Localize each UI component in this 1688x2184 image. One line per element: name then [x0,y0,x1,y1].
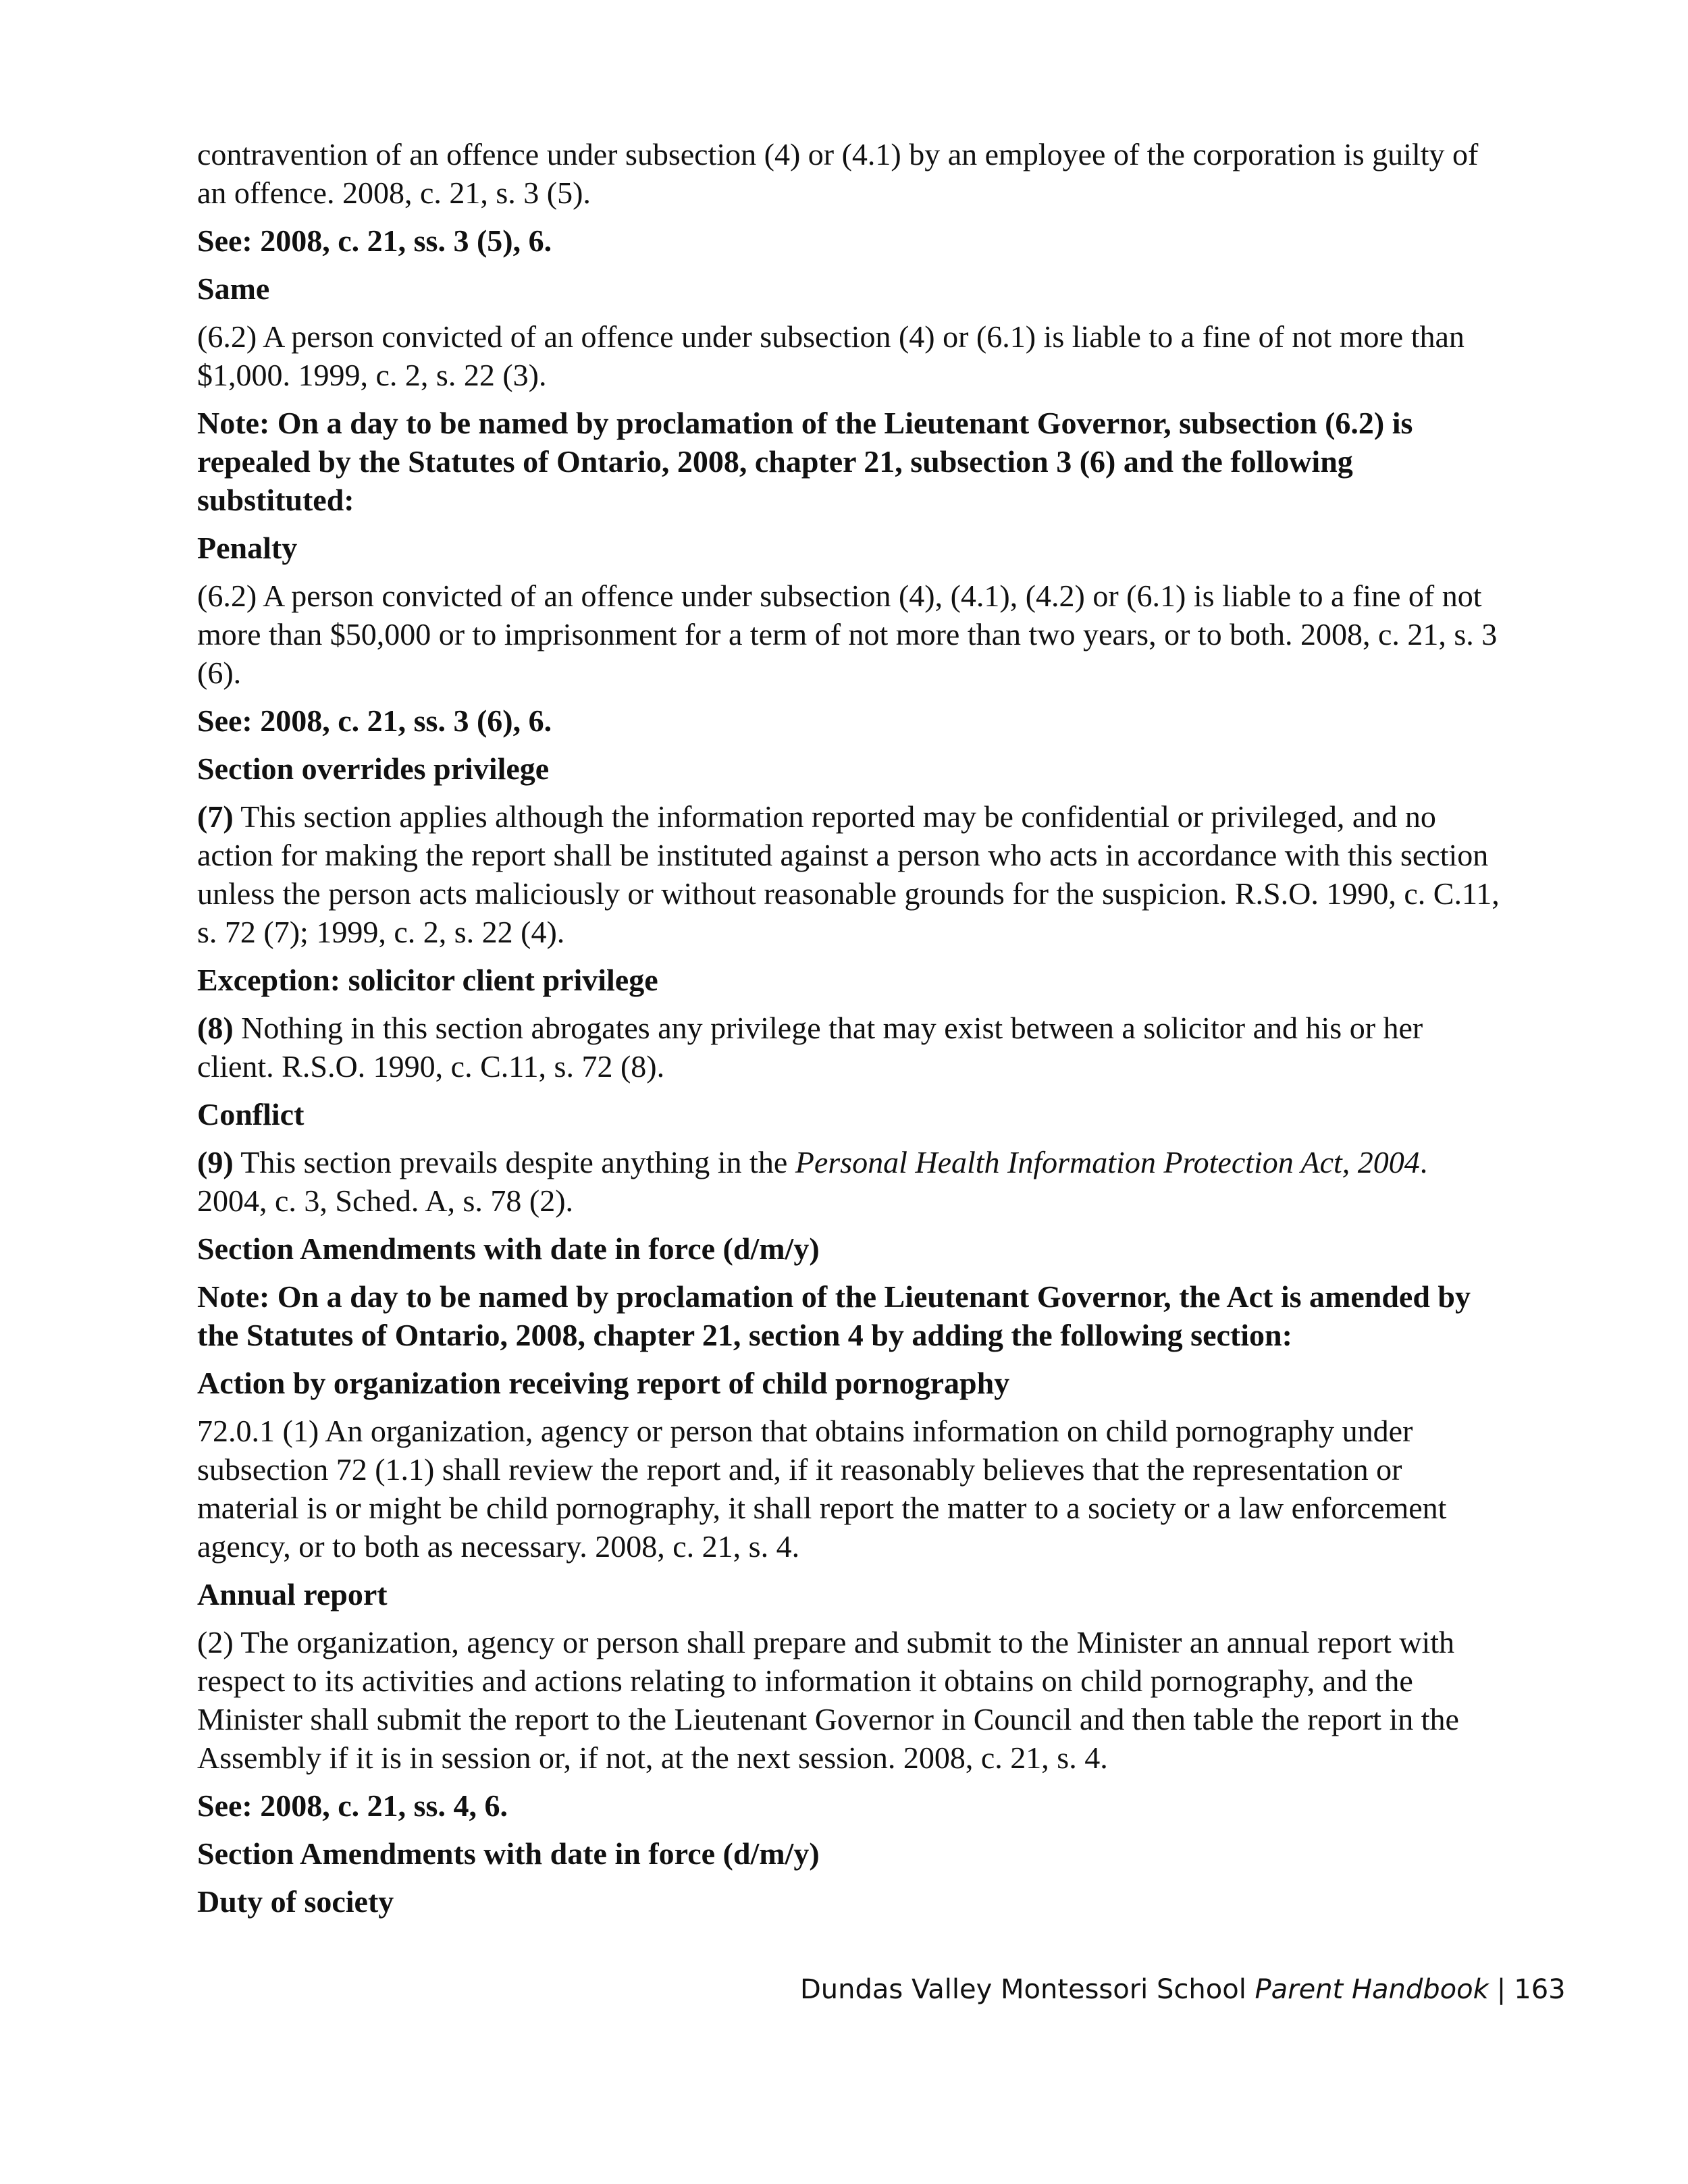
note-repeal-6-2: Note: On a day to be named by proclamation of the Lieutenant Governor, subsection (6.2) is repealed by the Statutes of Ontario, 2008, chapter 21, subsection 3 (6) and the following substituted: [197,406,1413,517]
paragraph-7-text: This section applies although the information reported may be confidential or privileged, and no action for making the report shall be instituted against a person who acts in accordance with this section unless the person acts maliciously or without reasonable grounds for the suspicion. R.S.O. 1990, c. C.11, s. 72 (7); 1999, c. 2, s. 22 (4). [197,799,1500,949]
see-reference-3: See: 2008, c. 21, ss. 4, 6. [197,1788,508,1823]
paragraph-9 [197,1143,1500,1220]
section-amendments-2: Section Amendments with date in force (d/m/y) [197,1836,820,1871]
heading-exception: Exception: solicitor client privilege [197,963,658,997]
act-title-italic: Personal Health Information Protection Act, 2004 [795,1145,1420,1179]
paragraph-7 [197,797,1500,951]
paragraph-8-text: Nothing in this section abrogates any privilege that may exist between a solicitor and his or her client. R.S.O. 1990, c. C.11, s. 72 (8). [197,1011,1423,1084]
heading-annual-report: Annual report [197,1577,388,1612]
document-body [197,135,1500,1930]
paragraph-9-text-a: This section prevails despite anything in the [233,1145,795,1179]
heading-overrides-privilege: Section overrides privilege [197,751,550,786]
footer-handbook-title: Parent Handbook [1255,1974,1489,2005]
page-footer [800,1973,1566,2006]
heading-conflict: Conflict [197,1097,305,1131]
paragraph-6-2-penalty: (6.2) A person convicted of an offence under subsection (4), (4.1), (4.2) or (6.1) is liable to a fine of not more than $50,000 or to imprisonment for a term of not more than two years, or to both. 2008, c. 21, s. 3 (6). [197,579,1498,690]
footer-school-name: Dundas Valley Montessori School [800,1974,1255,2005]
paragraph-8 [197,1009,1500,1086]
see-reference-1: See: 2008, c. 21, ss. 3 (5), 6. [197,223,552,258]
subsection-number-8: (8) [197,1011,234,1045]
paragraph-9-text-b: . 2004, c. 3, Sched. A, s. 78 (2). [197,1145,1428,1218]
see-reference-2: See: 2008, c. 21, ss. 3 (6), 6. [197,703,552,738]
paragraph-6-2-fine: (6.2) A person convicted of an offence under subsection (4) or (6.1) is liable to a fine of not more than $1,000. 1999, c. 2, s. 22 (3). [197,319,1465,392]
heading-same: Same [197,271,270,306]
paragraph-72-0-1: 72.0.1 (1) An organization, agency or person that obtains information on child pornography under subsection 72 (1.1) shall review the report and, if it reasonably believes that the representation or material is or might be child pornography, it shall report the matter to a society or a law enforcement agency, or to both as necessary. 2008, c. 21, s. 4. [197,1414,1447,1564]
heading-duty-of-society: Duty of society [197,1884,394,1919]
subsection-number-7: (7) [197,799,234,834]
page-number: 163 [1514,1974,1566,2005]
subsection-number-9: (9) [197,1145,234,1179]
heading-penalty: Penalty [197,531,298,565]
footer-separator: | [1496,1974,1506,2005]
heading-action-by-organization: Action by organization receiving report of child pornography [197,1366,1010,1400]
section-amendments-1: Section Amendments with date in force (d/m/y) [197,1231,820,1266]
paragraph-annual-report: (2) The organization, agency or person shall prepare and submit to the Minister an annual report with respect to its activities and actions relating to information it obtains on child pornography, and the Minister shall submit the report to the Lieutenant Governor in Council and then table the report in the Assembly if it is in session or, if not, at the next session. 2008, c. 21, s. 4. [197,1625,1459,1775]
note-adding-section: Note: On a day to be named by proclamation of the Lieutenant Governor, the Act is amended by the Statutes of Ontario, 2008, chapter 21, section 4 by adding the following section: [197,1279,1471,1352]
paragraph-contravention: contravention of an offence under subsection (4) or (4.1) by an employee of the corporation is guilty of an offence. 2008, c. 21, s. 3 (5). [197,137,1479,210]
